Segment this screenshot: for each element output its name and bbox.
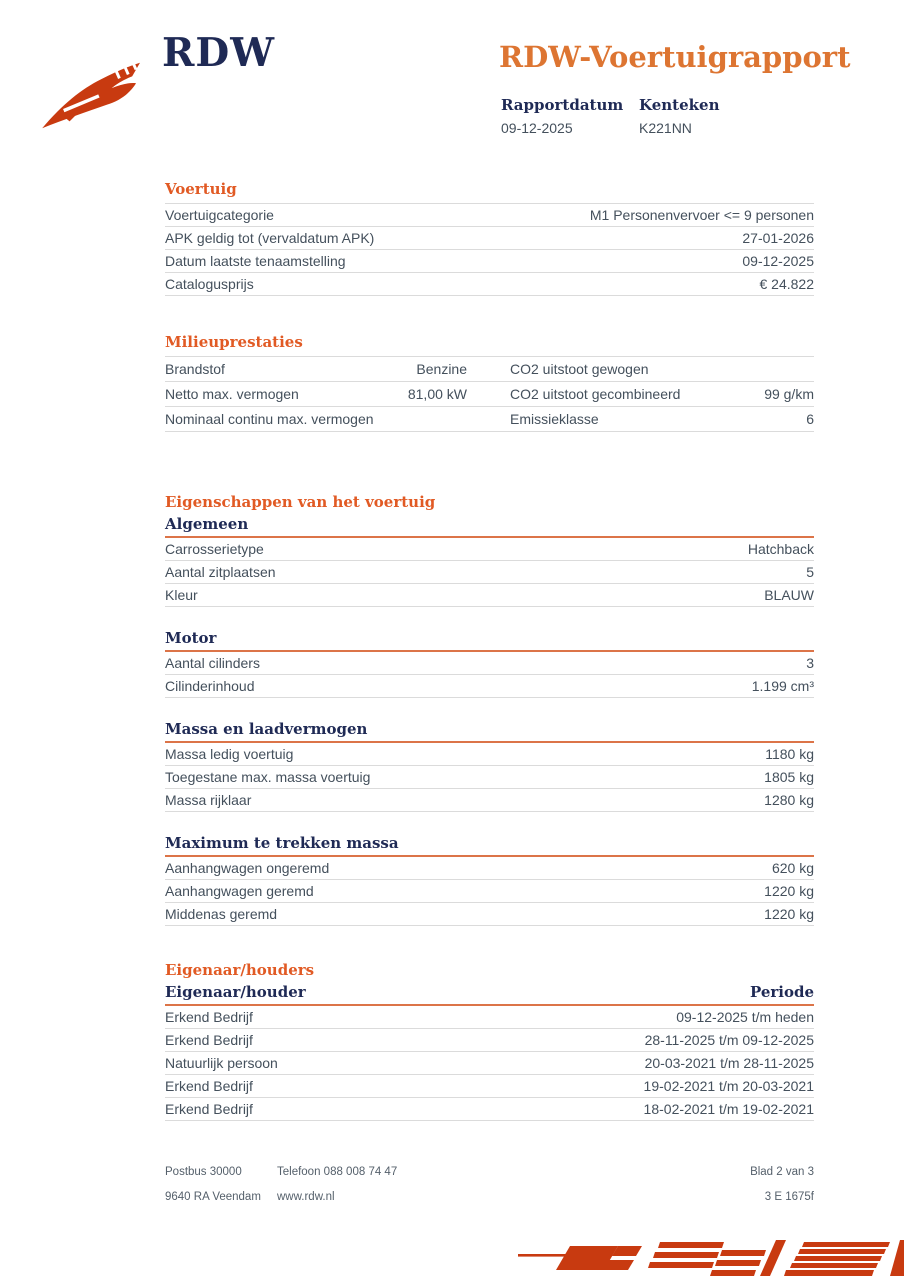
data-row	[165, 561, 814, 584]
rows-group	[165, 203, 814, 296]
kenteken-label: Kenteken	[639, 96, 720, 114]
row-value: 1180 kg	[765, 746, 814, 762]
row-value: 1220 kg	[764, 883, 814, 899]
row-label: Massa ledig voertuig	[165, 746, 294, 762]
row-value: 18-02-2021 t/m 19-02-2021	[643, 1101, 814, 1117]
row-label: Erkend Bedrijf	[165, 1032, 253, 1048]
row-left-pair	[165, 387, 467, 402]
row-right-pair	[510, 412, 814, 427]
footer-doc-code: 3 E 1675f	[764, 1191, 814, 1203]
data-row	[165, 857, 814, 880]
section-eigenschappen	[165, 494, 814, 926]
row-label: Brandstof	[165, 361, 225, 377]
row-value: 28-11-2025 t/m 09-12-2025	[644, 1032, 814, 1048]
row-label: Massa rijklaar	[165, 792, 252, 808]
row-right-pair	[510, 362, 814, 377]
report-sections	[165, 0, 814, 1121]
row-label: Aantal zitplaatsen	[165, 564, 276, 580]
footer-website: www.rdw.nl	[277, 1191, 335, 1203]
section-milieuprestaties	[165, 334, 814, 432]
data-row	[165, 1006, 814, 1029]
row-value: 6	[806, 411, 814, 427]
row-label: Voertuigcategorie	[165, 207, 274, 223]
footer-phone: Telefoon 088 008 74 47	[277, 1166, 398, 1178]
data-row	[165, 407, 814, 432]
data-row	[165, 880, 814, 903]
row-value: 20-03-2021 t/m 28-11-2025	[644, 1055, 814, 1071]
row-value: 81,00 kW	[407, 386, 467, 402]
subsection-title: Maximum te trekken massa	[165, 835, 814, 857]
footer-address-line1: Postbus 30000	[165, 1166, 242, 1178]
row-label: Aanhangwagen ongeremd	[165, 860, 330, 876]
column-header: Eigenaar/houder	[165, 983, 306, 1001]
row-value: 09-12-2025 t/m heden	[676, 1009, 814, 1025]
row-value: 09-12-2025	[742, 253, 814, 269]
rdw-feather-logo-icon	[36, 50, 154, 138]
page-footer	[165, 1166, 814, 1216]
data-row	[165, 1052, 814, 1075]
section-voertuig	[165, 181, 814, 296]
data-row	[165, 1075, 814, 1098]
rows-group	[165, 857, 814, 926]
section-eigenaar-houders	[165, 962, 814, 1121]
report-date-value: 09-12-2025	[501, 120, 573, 136]
row-label: Emissieklasse	[510, 411, 599, 427]
table-header	[165, 984, 814, 1006]
row-label: Carrosserietype	[165, 541, 264, 557]
footer-address-line2: 9640 RA Veendam	[165, 1191, 261, 1203]
data-row	[165, 766, 814, 789]
row-label: Aanhangwagen geremd	[165, 883, 314, 899]
row-label: Cilinderinhoud	[165, 678, 255, 694]
section-title: Eigenschappen van het voertuig	[165, 493, 436, 511]
row-value: 3	[806, 655, 814, 671]
rows-group	[165, 652, 814, 698]
rows-group	[165, 356, 814, 432]
row-value: BLAUW	[764, 587, 814, 603]
section-title: Milieuprestaties	[165, 333, 303, 351]
column-header: Periode	[749, 983, 814, 1001]
subsection-title: Motor	[165, 630, 814, 652]
data-row	[165, 584, 814, 607]
row-left-pair	[165, 362, 467, 377]
report-date-label: Rapportdatum	[501, 96, 624, 114]
data-row	[165, 743, 814, 766]
data-row	[165, 903, 814, 926]
footer-line-2	[165, 1191, 814, 1203]
row-label: Toegestane max. massa voertuig	[165, 769, 371, 785]
data-row	[165, 1098, 814, 1121]
row-label: CO2 uitstoot gecombineerd	[510, 386, 681, 402]
row-value: Hatchback	[747, 541, 814, 557]
row-label: Kleur	[165, 587, 198, 603]
row-label: Nominaal continu max. vermogen	[165, 411, 374, 427]
row-value: Benzine	[416, 361, 467, 377]
data-row	[165, 1029, 814, 1052]
row-value: 1220 kg	[764, 906, 814, 922]
footer-line-1	[165, 1166, 814, 1178]
row-value: M1 Personenvervoer <= 9 personen	[589, 207, 814, 223]
row-value: 5	[806, 564, 814, 580]
row-label: Aantal cilinders	[165, 655, 260, 671]
rdw-stripes-graphic-icon	[512, 1232, 904, 1280]
row-left-pair	[165, 412, 467, 427]
data-row	[165, 250, 814, 273]
rdw-logo-text: RDW	[162, 30, 276, 76]
row-label: Erkend Bedrijf	[165, 1009, 253, 1025]
row-value: 1280 kg	[764, 792, 814, 808]
rows-group	[165, 743, 814, 812]
data-row	[165, 357, 814, 382]
data-row	[165, 652, 814, 675]
row-label: Erkend Bedrijf	[165, 1078, 253, 1094]
rows-group	[165, 538, 814, 607]
kenteken-value: K221NN	[639, 120, 692, 136]
section-title: Eigenaar/houders	[165, 961, 315, 979]
row-right-pair	[510, 387, 814, 402]
row-value: 1805 kg	[764, 769, 814, 785]
row-value: 19-02-2021 t/m 20-03-2021	[643, 1078, 814, 1094]
rows-group	[165, 1006, 814, 1121]
page-title: RDW-Voertuigrapport	[499, 40, 851, 74]
row-label: APK geldig tot (vervaldatum APK)	[165, 230, 375, 246]
data-row	[165, 204, 814, 227]
data-row	[165, 538, 814, 561]
data-row	[165, 227, 814, 250]
row-label: Catalogusprijs	[165, 276, 254, 292]
data-row	[165, 789, 814, 812]
subsection-title: Algemeen	[165, 516, 814, 538]
row-value: 27-01-2026	[742, 230, 814, 246]
footer-page-number: Blad 2 van 3	[750, 1166, 814, 1178]
data-row	[165, 273, 814, 296]
data-row	[165, 382, 814, 407]
row-label: Erkend Bedrijf	[165, 1101, 253, 1117]
row-label: Datum laatste tenaamstelling	[165, 253, 346, 269]
row-label: Netto max. vermogen	[165, 386, 299, 402]
data-row	[165, 675, 814, 698]
row-label: Middenas geremd	[165, 906, 278, 922]
row-label: CO2 uitstoot gewogen	[510, 361, 649, 377]
row-label: Natuurlijk persoon	[165, 1055, 278, 1071]
row-value: 1.199 cm³	[751, 678, 814, 694]
row-value: 99 g/km	[764, 386, 814, 402]
section-title: Voertuig	[165, 180, 237, 198]
subsection-title: Massa en laadvermogen	[165, 721, 814, 743]
row-value: 620 kg	[771, 860, 814, 876]
row-value: € 24.822	[759, 276, 814, 292]
